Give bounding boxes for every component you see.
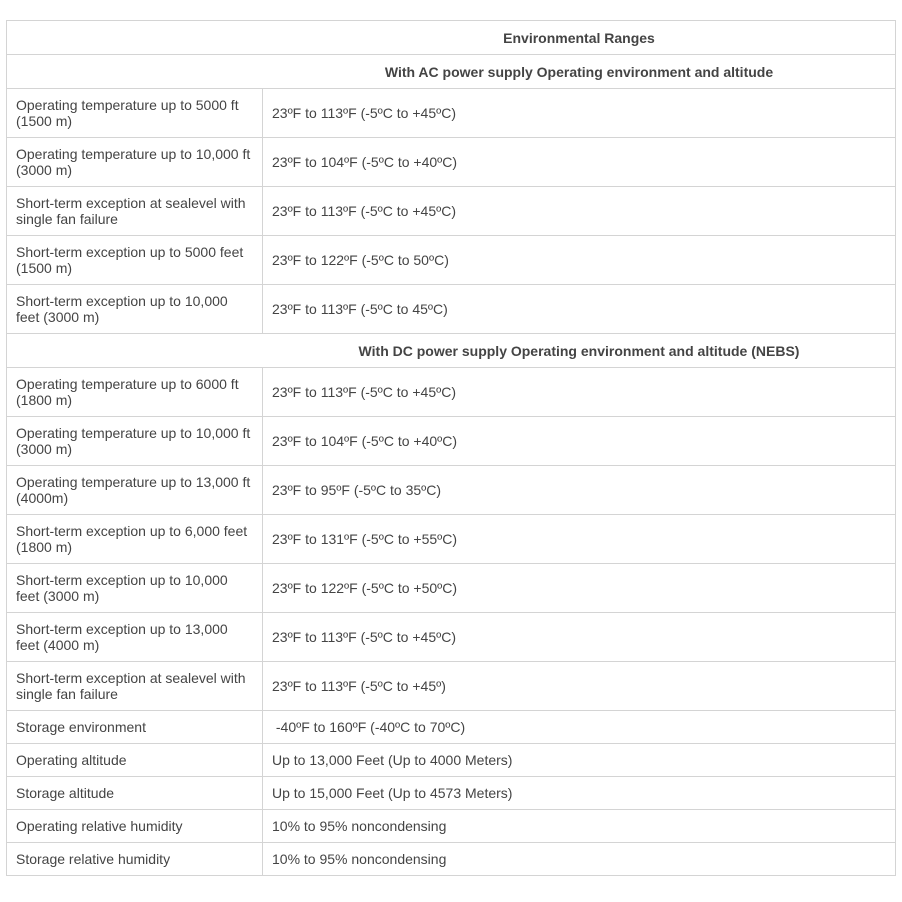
table-title: Environmental Ranges — [7, 21, 896, 54]
table-row — [7, 466, 896, 515]
row-value: Up to 13,000 Feet (Up to 4000 Meters) — [263, 744, 896, 776]
row-label: Short-term exception up to 10,000 feet (3000 m) — [7, 564, 263, 612]
row-value: -40ºF to 160ºF (-40ºC to 70ºC) — [263, 711, 896, 743]
table-row — [7, 285, 896, 334]
row-value: 23ºF to 113ºF (-5ºC to +45ºC) — [263, 368, 896, 416]
table-row — [7, 662, 896, 711]
dc-section-heading: With DC power supply Operating environment and altitude (NEBS) — [7, 334, 896, 367]
table-row — [7, 843, 896, 876]
table-row — [7, 417, 896, 466]
row-label: Operating temperature up to 6000 ft (1800 m) — [7, 368, 263, 416]
row-value: 23ºF to 113ºF (-5ºC to +45ºC) — [263, 187, 896, 235]
table-row — [7, 515, 896, 564]
row-label: Storage altitude — [7, 777, 263, 809]
row-value: 23ºF to 113ºF (-5ºC to +45ºC) — [263, 89, 896, 137]
row-value: 23ºF to 113ºF (-5ºC to +45º) — [263, 662, 896, 710]
table-row — [7, 711, 896, 744]
row-label: Operating temperature up to 10,000 ft (3000 m) — [7, 138, 263, 186]
ac-section-heading-row — [7, 55, 896, 89]
row-label: Operating altitude — [7, 744, 263, 776]
row-value: 10% to 95% noncondensing — [263, 843, 896, 875]
row-value: 23ºF to 122ºF (-5ºC to 50ºC) — [263, 236, 896, 284]
row-value: 23ºF to 122ºF (-5ºC to +50ºC) — [263, 564, 896, 612]
row-label: Operating temperature up to 13,000 ft (4000m) — [7, 466, 263, 514]
ac-section-heading: With AC power supply Operating environment and altitude — [7, 55, 896, 88]
dc-section-heading-row — [7, 334, 896, 368]
row-label: Storage relative humidity — [7, 843, 263, 875]
row-label: Operating temperature up to 5000 ft (1500 m) — [7, 89, 263, 137]
row-value: 23ºF to 104ºF (-5ºC to +40ºC) — [263, 138, 896, 186]
table-row — [7, 368, 896, 417]
table-row — [7, 564, 896, 613]
table-row — [7, 744, 896, 777]
row-label: Short-term exception at sealevel with single fan failure — [7, 187, 263, 235]
row-label: Operating temperature up to 10,000 ft (3000 m) — [7, 417, 263, 465]
row-label: Short-term exception up to 10,000 feet (3000 m) — [7, 285, 263, 333]
row-label: Short-term exception up to 5000 feet (1500 m) — [7, 236, 263, 284]
row-value: Up to 15,000 Feet (Up to 4573 Meters) — [263, 777, 896, 809]
table-row — [7, 777, 896, 810]
row-label: Short-term exception at sealevel with single fan failure — [7, 662, 263, 710]
row-value: 23ºF to 95ºF (-5ºC to 35ºC) — [263, 466, 896, 514]
table-row — [7, 89, 896, 138]
row-label: Short-term exception up to 6,000 feet (1800 m) — [7, 515, 263, 563]
row-value: 23ºF to 113ºF (-5ºC to 45ºC) — [263, 285, 896, 333]
table-row — [7, 613, 896, 662]
table-title-row — [7, 21, 896, 55]
row-label: Storage environment — [7, 711, 263, 743]
row-label: Operating relative humidity — [7, 810, 263, 842]
table-row — [7, 138, 896, 187]
row-value: 23ºF to 113ºF (-5ºC to +45ºC) — [263, 613, 896, 661]
row-label: Short-term exception up to 13,000 feet (4000 m) — [7, 613, 263, 661]
row-value: 23ºF to 104ºF (-5ºC to +40ºC) — [263, 417, 896, 465]
table-row — [7, 236, 896, 285]
table-row — [7, 810, 896, 843]
environmental-ranges-table — [6, 20, 896, 876]
table-row — [7, 187, 896, 236]
row-value: 23ºF to 131ºF (-5ºC to +55ºC) — [263, 515, 896, 563]
row-value: 10% to 95% noncondensing — [263, 810, 896, 842]
